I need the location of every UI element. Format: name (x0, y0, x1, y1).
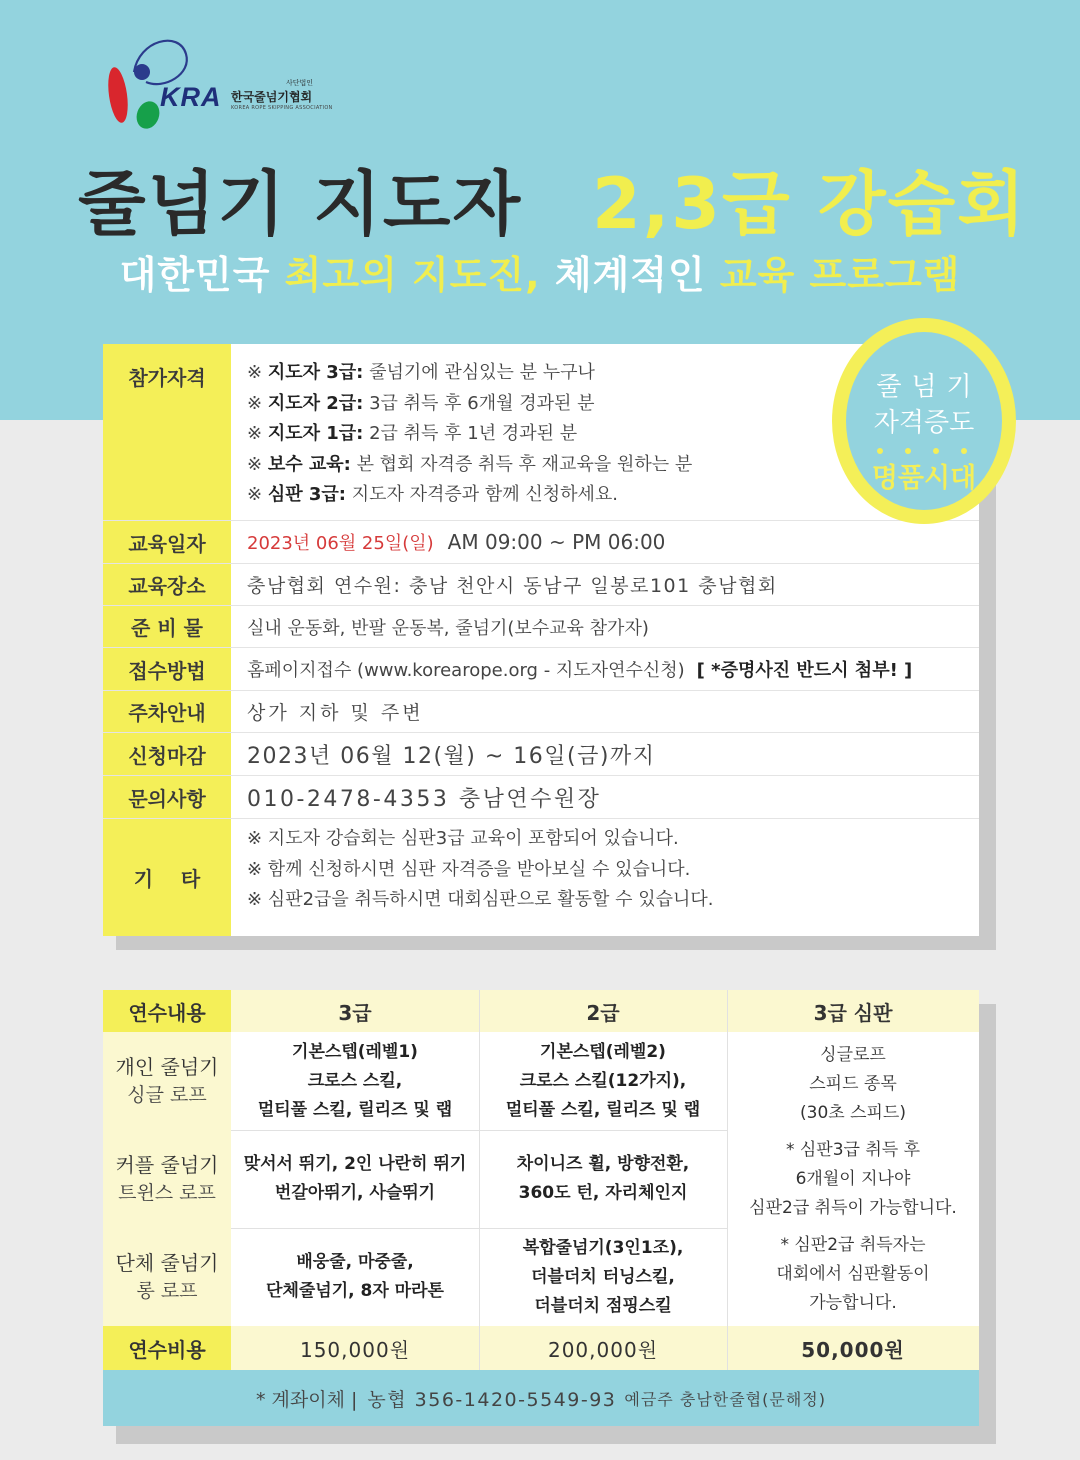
education-date: 2023년 06월 25일(일) (247, 533, 434, 554)
table-cell: 맞서서 뛰기, 2인 나란히 뛰기 번갈아뛰기, 사슬뛰기 (243, 1154, 467, 1203)
fee-grade2: 200,000원 (479, 1326, 727, 1370)
row-place (103, 564, 979, 606)
qualification-item: ※ 보수 교육: 본 협회 자격증 취득 후 재교육을 원하는 분 (247, 453, 693, 475)
bank-prefix: * 계좌이체 | (256, 1388, 358, 1411)
divider (727, 990, 728, 1370)
row-contact (103, 776, 979, 819)
judge-info: 싱글로프 스피드 종목 (30초 스피드) * 심판3급 취득 후 6개월이 지나야 심판2급 취득이 가능합니다. * 심판2급 취득자는 대회에서 심판활동이 가능합니다. (749, 1044, 957, 1313)
table-header: 3급 심판 (727, 990, 979, 1032)
row-label: 교육일자 (103, 521, 231, 563)
qualification-item: ※ 심판 3급: 지도자 자격증과 함께 신청하세요. (247, 484, 619, 505)
badge-line-3: 명품시대 (871, 463, 977, 494)
table-cell: 복합줄넘기(3인1조), 더블더치 터닝스킬, 더블더치 점핑스킬 (522, 1237, 684, 1316)
row-parking (103, 691, 979, 733)
row-label: 교육장소 (103, 564, 231, 605)
row-label: 문의사항 (103, 776, 231, 818)
row-label: 참가자격 (103, 344, 231, 520)
table-row-label: 개인 줄넘기 싱글 로프 (103, 1032, 231, 1130)
row-date (103, 521, 979, 564)
deadline-value: 2023년 06월 12(월) ~ 16일(금)까지 (247, 743, 656, 769)
etc-list (247, 824, 714, 916)
row-label: 접수방법 (103, 648, 231, 690)
table-row-label: 단체 줄넘기 롱 로프 (103, 1228, 231, 1326)
row-value (247, 521, 969, 563)
page-title: 줄넘기 지도자 (78, 163, 523, 245)
fee-grade3: 150,000원 (231, 1326, 479, 1370)
qualification-item: ※ 지도자 2급: 3급 취득 후 6개월 경과된 분 (247, 392, 595, 414)
qualification-item: ※ 지도자 3급: 줄넘기에 관심있는 분 누구나 (247, 362, 595, 383)
qualification-item: ※ 지도자 1급: 2급 취득 후 1년 경과된 분 (247, 423, 578, 444)
contact-value: 010-2478-4353 충남연수원장 (247, 786, 602, 812)
row-label: 신청마감 (103, 733, 231, 775)
etc-item: ※ 심판2급을 취득하시면 대회심판으로 활동할 수 있습니다. (247, 889, 714, 910)
logo-corp-type: 사단법인 (286, 79, 314, 87)
table-cell: 기본스텝(레벨2) 크로스 스킬(12가지), 멀티풀 스킬, 릴리즈 및 랩 (505, 1041, 701, 1120)
row-prep (103, 606, 979, 648)
table-header: 연수내용 (103, 990, 231, 1032)
bank-account: 농협 356-1420-5549-93 (367, 1388, 617, 1411)
logo-org-name-en: KOREA ROPE SKIPPING ASSOCIATION (231, 105, 333, 111)
row-label: 기 타 (103, 819, 231, 936)
table-header: 2급 (479, 990, 727, 1032)
bank-owner: 예금주 충남한줄협(문해정) (624, 1389, 826, 1409)
row-value (247, 648, 969, 690)
table-cell: 기본스텝(레벨1) 크로스 스킬, 멀티풀 스킬, 릴리즈 및 랩 (257, 1041, 453, 1120)
table-header: 3급 (231, 990, 479, 1032)
table-cell: 배웅줄, 마중줄, 단체줄넘기, 8자 마라톤 (266, 1252, 444, 1301)
badge-dots-icon (874, 446, 974, 456)
row-apply (103, 648, 979, 691)
subtitle: 대한민국 최고의 지도진, 체계적인 교육 프로그램 (119, 253, 961, 297)
divider (479, 990, 480, 1370)
etc-item: ※ 함께 신청하시면 심판 자격증을 받아보실 수 있습니다. (247, 858, 691, 880)
table-cell: 차이니즈 휠, 방향전환, 360도 턴, 자리체인지 (516, 1154, 690, 1203)
kra-logo (104, 32, 334, 142)
etc-item: ※ 지도자 강습회는 심판3급 교육이 포함되어 있습니다. (247, 828, 679, 849)
fee-judge: 50,000원 (727, 1326, 979, 1370)
fee-label: 연수비용 (103, 1326, 231, 1370)
table-row-label: 커플 줄넘기 트윈스 로프 (103, 1130, 231, 1228)
row-label: 준 비 물 (103, 606, 231, 647)
parking-info: 상가 지하 및 주변 (247, 702, 424, 724)
qualification-list (247, 358, 692, 511)
divider (231, 1228, 727, 1229)
logo-brand: KRA (160, 82, 222, 112)
page-title-grade: 2,3급 강습회 (592, 163, 1027, 245)
prep-items: 실내 운동화, 반팔 운동복, 줄넘기(보수교육 참가자) (247, 617, 649, 639)
badge-line-1: 줄넘기 (876, 372, 982, 402)
bank-transfer-bar (103, 1370, 979, 1426)
badge-line-2: 자격증도 (873, 408, 975, 438)
logo-org-name: 한국줄넘기협회 (231, 90, 313, 104)
row-deadline (103, 733, 979, 776)
education-time: AM 09:00 ~ PM 06:00 (447, 530, 666, 554)
row-etc (103, 819, 979, 936)
row-label: 주차안내 (103, 691, 231, 732)
education-place: 충남협회 연수원: 충남 천안시 동남구 일봉로101 충남협회 (247, 575, 778, 597)
divider (231, 1130, 727, 1131)
apply-note: [ *증명사진 반드시 첨부! ] (696, 660, 913, 681)
curriculum-table (103, 990, 979, 1426)
apply-method: 홈페이지접수 (www.korearope.org - 지도자연수신청) (247, 660, 685, 681)
